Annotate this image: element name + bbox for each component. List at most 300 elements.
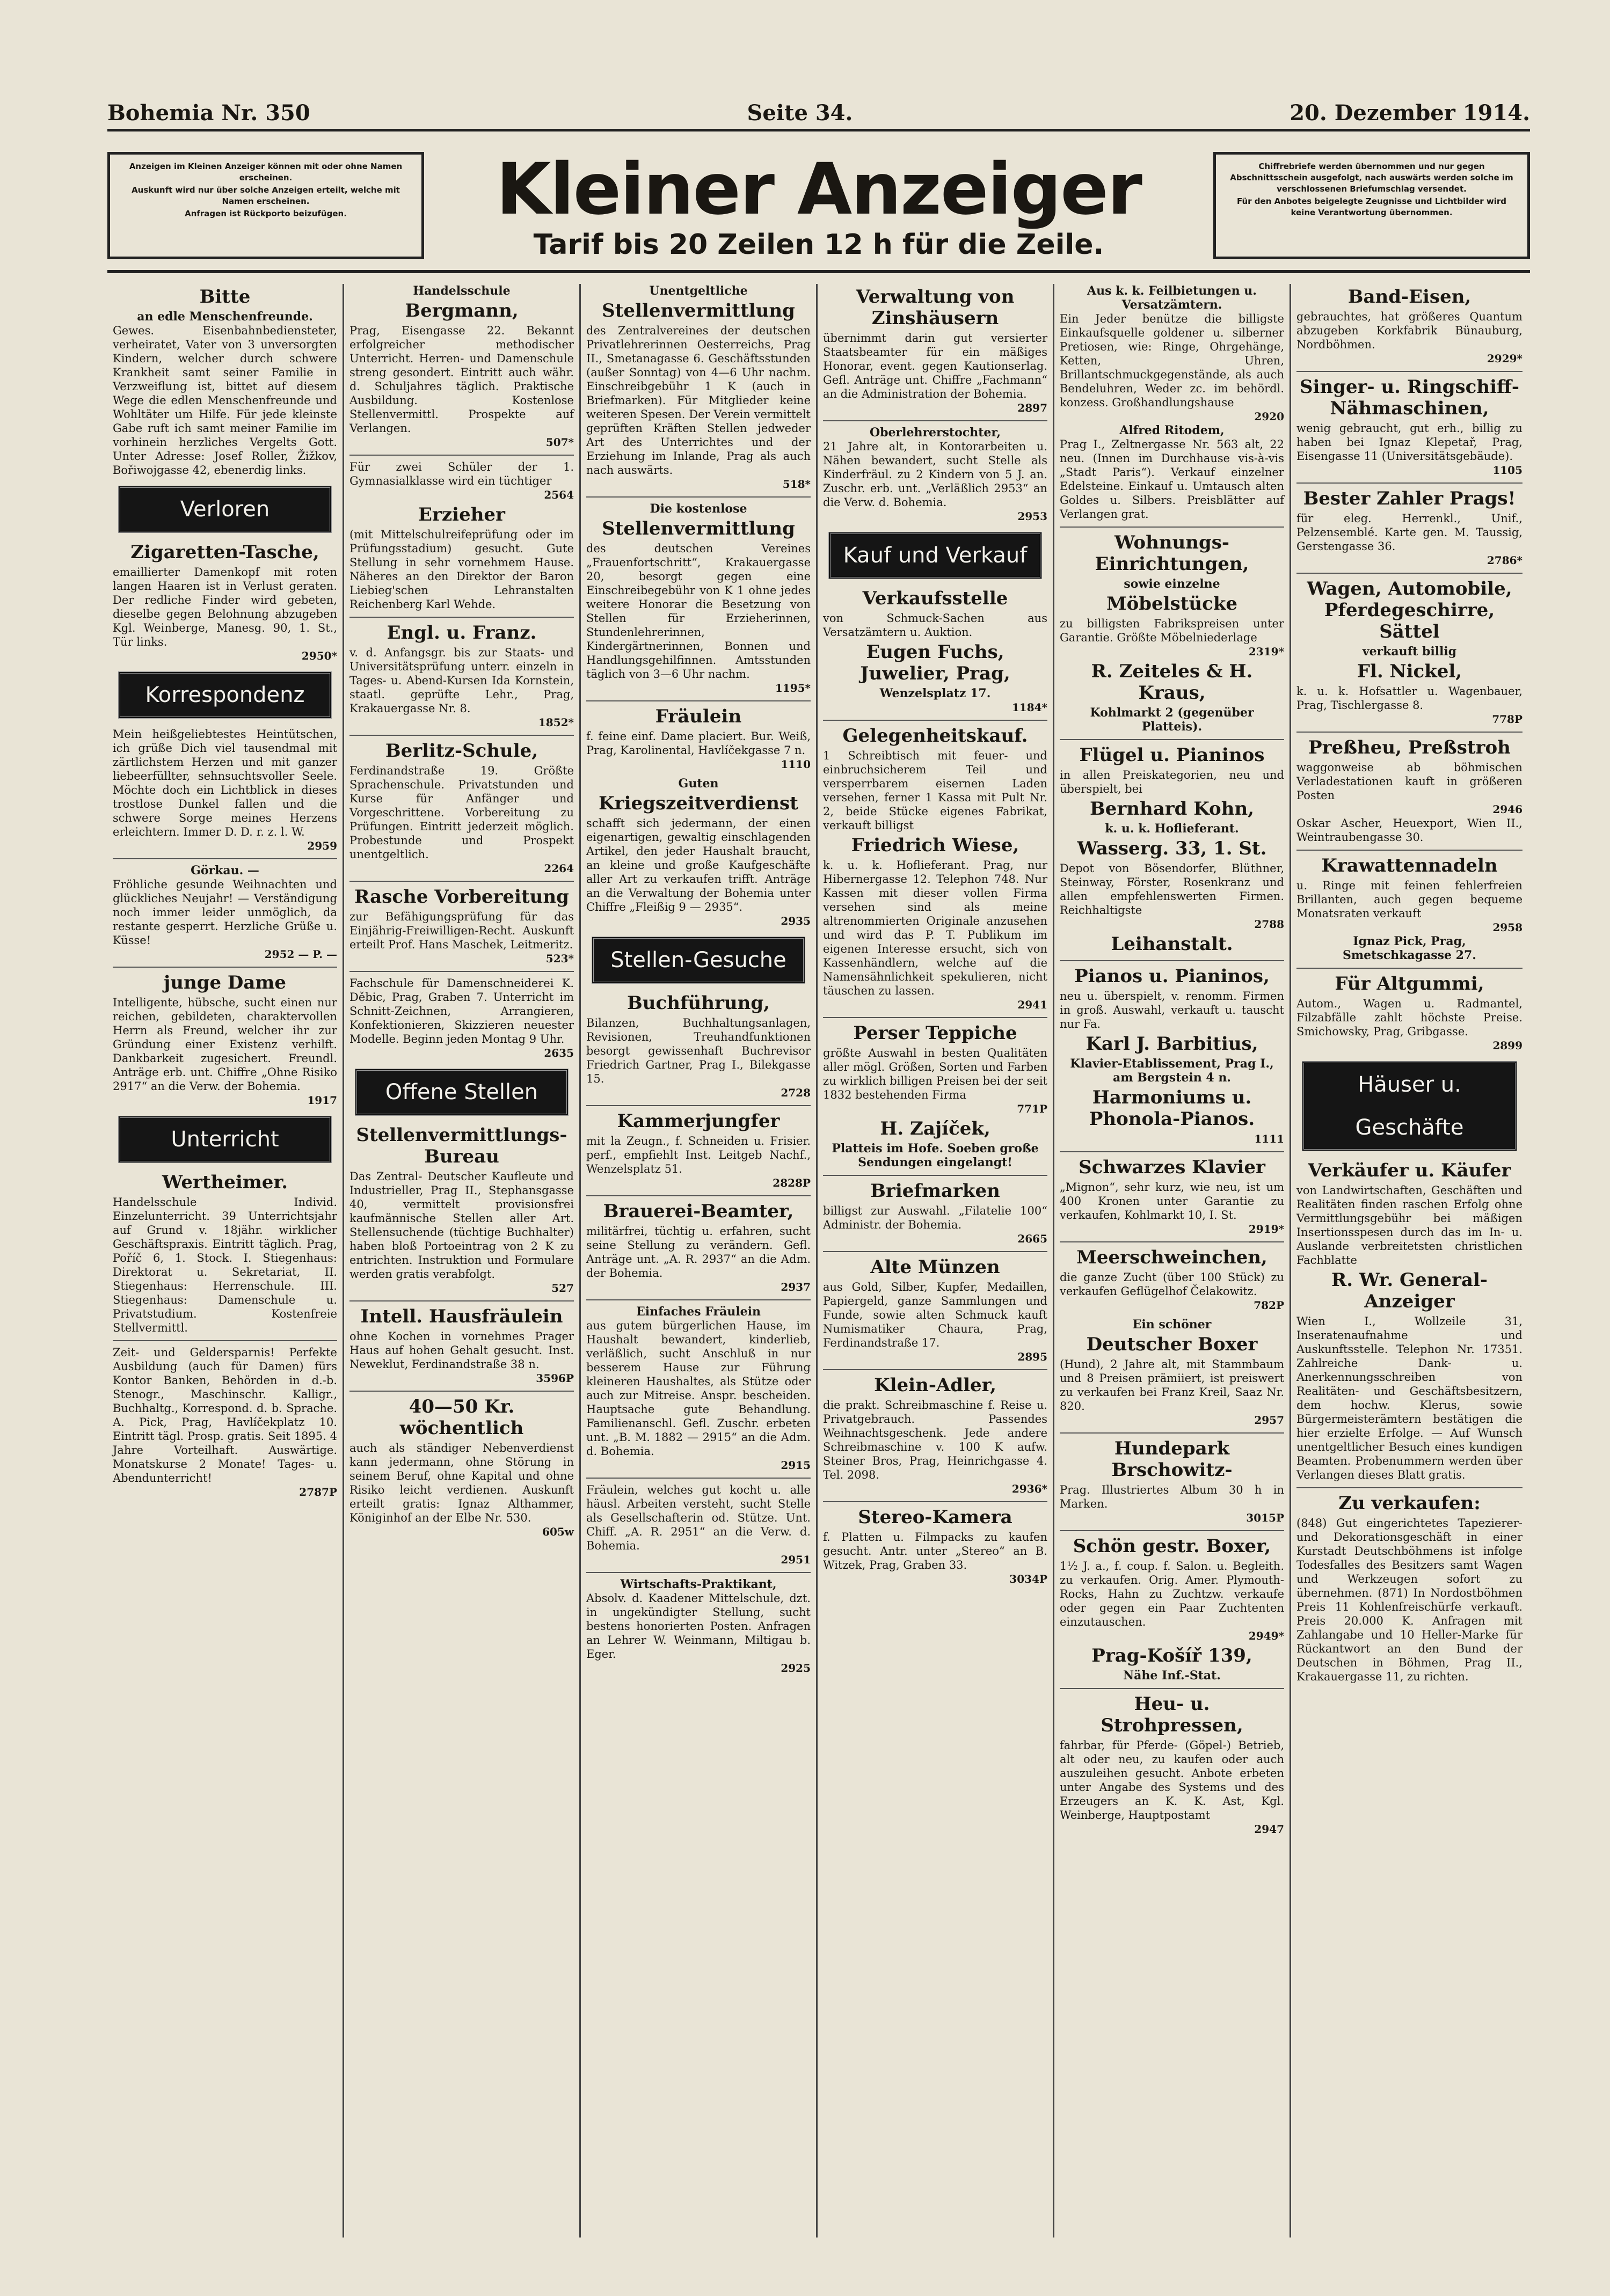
ad-text: Absolv. d. Kaadener Mittelschule, dzt. in ungekündigter Stellung, sucht bestens honorierten Posten. Anfragen an Lehrer W. Weinmann, Miltigau b. Eger. [586, 1592, 811, 1661]
ad-headline: Stereo-Kamera [858, 1507, 1012, 1528]
ad-headline: Kriegszeitverdienst [599, 793, 798, 814]
ad-buchfuehrung [586, 992, 811, 1100]
ad-headline: Erzieher [418, 504, 505, 525]
ad-zu-verkaufen [1296, 1493, 1522, 1684]
ad-headline: Briefmarken [870, 1180, 1000, 1202]
ad-text: Ferdinandstraße 19. Größte Sprachenschule. Privatstunden und Kurse für Anfänger und Vorgeschrittene. Vorbereitung zu Prüfungen. Eintritt jederzeit möglich. Probestunde und Prospekt unentgeltlich. [349, 764, 574, 861]
divider [823, 1175, 1047, 1176]
ad-krawattennadeln [1296, 855, 1522, 962]
ad-code: 1917 [307, 1094, 337, 1107]
ad-headline: Perser Teppiche [853, 1022, 1017, 1044]
ad-subline: Wenzelsplatz 17. [879, 686, 991, 700]
ad-headline: Gelegenheitskauf. [842, 725, 1028, 747]
ad-stellenvermittlungs-bureau [349, 1124, 574, 1295]
ad-code: 2953 [1017, 510, 1047, 523]
ad-headline: Klein-Adler, [874, 1374, 996, 1396]
ad-band-eisen [1296, 286, 1522, 365]
ad-code: 1111 [1254, 1132, 1284, 1145]
category-korrespondenz: Korrespondenz [118, 671, 332, 719]
ad-code: 2949* [1248, 1629, 1284, 1642]
divider [1060, 1432, 1284, 1434]
divider [586, 496, 811, 498]
ad-code: 2952 — P. — [264, 948, 337, 961]
ad-code: 2925 [781, 1662, 811, 1675]
ad-headline: Zu verkaufen: [1338, 1493, 1481, 1514]
ad-subline: Aus k. k. Feilbietungen u. Versatzämtern. [1087, 284, 1257, 312]
ad-code: 2947 [1254, 1823, 1284, 1836]
ad-text: v. d. Anfangsgr. bis zur Staats- und Universitätsprüfung unterr. einzeln in Tages- u. Abend-Kursen Ida Kornstein, staatl. geprüfte Lehr., Prag, Krakauergasse Nr. 8. [349, 646, 574, 715]
ad-code: 2899 [1492, 1039, 1522, 1052]
ad-text: waggonweise ab böhmischen Verladestationen kauft in größeren Posten [1296, 761, 1522, 802]
ad-text: Das Zentral- Deutscher Kaufleute und Industrieller, Prag II., Stephansgasse 40, vermittelt provisionsfrei kaufmännische Stellen aller Art. Stellensuchende (tüchtige Buchhalter) haben bloß Portoeintrag von 2 K zu entrichten. Instruktion und Formulare werden gratis verabfolgt. [349, 1170, 574, 1281]
tariff-line: Tarif bis 20 Zeilen 12 h für die Zeile. [533, 228, 1104, 261]
ad-subline: Handelsschule [413, 284, 511, 298]
notice-line: Auskunft wird nur über solche Anzeigen erteilt, welche mit Namen erscheinen. [132, 185, 400, 206]
ad-text: f. feine einf. Dame placiert. Bur. Weiß, Prag, Karolinental, Havlíčekgasse 7 n. [586, 730, 811, 757]
ad-bitte [113, 286, 337, 477]
ad-code: 2941 [1017, 998, 1047, 1011]
ad-text: Oskar Ascher, Heuexport, Wien II., Weintraubengasse 30. [1296, 817, 1522, 844]
ad-stereo-kamera [823, 1507, 1047, 1586]
ad-headline: Möbelstücke [1106, 593, 1238, 615]
ad-text: von Landwirtschaften, Geschäften und Realitäten finden raschen Erfolg ohne Vermittlungsgebühr bei mäßigen Insertionsspesen durch das im In- u. Auslande verbreitetsten christlichen Fachblatte [1296, 1184, 1522, 1267]
ad-code: 2895 [1017, 1350, 1047, 1363]
ad-oberlehrerstochter [823, 426, 1047, 523]
ad-headline: Alte Münzen [870, 1256, 1000, 1278]
ad-text: Autom., Wagen u. Radmantel, Filzabfälle zahlt höchste Preise. Smichowsky, Prag, Gribgasse. [1296, 997, 1522, 1038]
category-stellen-gesuche: Stellen-Gesuche [592, 937, 805, 984]
ad-code: 2919* [1248, 1223, 1284, 1235]
ad-code: 1852* [538, 716, 574, 729]
ad-text: die ganze Zucht (über 100 Stück) zu verkaufen Geflügelhof Čelakowitz. [1060, 1271, 1284, 1298]
ad-text: Fräulein, welches gut kocht u. alle häusl. Arbeiten versteht, sucht Stelle als Gesellschafterin od. Stütze. Unt. Chiff. „A. R. 2951“ an die Verw. d. Bohemia. [586, 1483, 811, 1552]
divider [349, 881, 574, 882]
ad-headline: Bergmann, [405, 300, 519, 321]
ad-headline: Für Altgummi, [1335, 973, 1484, 995]
ad-subline: Kohlmarkt 2 (gegenüber Platteis). [1090, 706, 1254, 734]
ad-text: Ein Jeder benütze die billigste Einkaufsquelle goldener u. silberner Pretiosen, wie: Ringe, Ohrgehänge, Ketten, Uhren, Brillantschmuckgegenstände, als auch Bendeluhren, Weder zc. im behördl. konzess. Großhandlungshause [1060, 312, 1284, 409]
ad-verkaeufer-kaeufer [1296, 1160, 1522, 1482]
ad-engl-franz [349, 622, 574, 729]
ad-text: u. Ringe mit feinen fehlerfreien Brillanten, auch gegen bequeme Monatsraten verkauft [1296, 879, 1522, 920]
ad-headline: junge Dame [163, 972, 287, 993]
ad-headline: Berlitz-Schule, [385, 740, 538, 762]
ad-text: ohne Kochen in vornehmes Prager Haus auf hohen Gehalt gesucht. Inst. Neweklut, Ferdinandstraße 38 n. [349, 1330, 574, 1371]
category-verloren: Verloren [118, 486, 332, 533]
ad-text: aus gutem bürgerlichen Hause, im Haushalt bewandert, kinderlieb, verläßlich, sucht Anschluß in nur besserem Hause zur Führung kleineren Haushaltes, als Stütze oder auch zur Mitreise. Anspr. bescheiden. Hauptsache gute Behandlung. Familienanschl. Gefl. Zuschr. erbeten unt. „B. M. 1882 — 2915“ an die Adm. d. Bohemia. [586, 1319, 811, 1458]
divider [1296, 850, 1522, 851]
ad-verwaltung-zinshaeuser [823, 286, 1047, 415]
ad-briefmarken [823, 1180, 1047, 1246]
ad-headline: Zigaretten-Tasche, [130, 542, 319, 563]
ad-wertheimer [113, 1172, 337, 1335]
ad-text: 1 Schreibtisch mit feuer- und einbruchsicherem Teil und versperrbarem eisernen Laden versehen, ferner 1 Kassa mit Pult Nr. 2, beide Stücke eigenes Fabrikat, verkauft billigst [823, 749, 1047, 832]
ad-columns [107, 284, 1530, 2237]
divider [1060, 1241, 1284, 1242]
ad-heintuetschen [113, 727, 337, 853]
ad-fraeulein-kocht [586, 1483, 811, 1567]
ad-text: Fachschule für Damenschneiderei K. Děbic, Prag, Graben 7. Unterricht im Schnitt-Zeichnen, Arrangieren, Konfektionieren, Skizzieren neuester Modelle. Beginn jeden Montag 9 Uhr. [349, 977, 574, 1045]
ad-headline: Eugen Fuchs, Juwelier, Prag, [860, 641, 1010, 684]
ad-zeit-geldersparnis [113, 1346, 337, 1499]
ad-headline: Stellenvermittlung [602, 518, 795, 539]
ad-headline: Flügel u. Pianinos [1079, 744, 1265, 766]
ad-alte-muenzen [823, 1256, 1047, 1364]
ad-hausfraeulein [349, 1306, 574, 1385]
ad-headline: Friedrich Wiese, [851, 835, 1019, 856]
divider [586, 1572, 811, 1573]
ad-code: 523* [545, 952, 574, 965]
ad-code: 3015P [1246, 1511, 1284, 1524]
ad-text: zur Befähigungsprüfung für das Einjährig-Freiwilligen-Recht. Auskunft erteilt Prof. Hans Maschek, Leitmeritz. [349, 910, 574, 951]
ad-headline: Wasserg. 33, 1. St. [1077, 838, 1267, 859]
ad-headline: Kammerjungfer [617, 1110, 780, 1132]
ad-text: Bilanzen, Buchhaltungsanlagen, Revisionen, Treuhandfunktionen besorgt gewissenhaft Buchrevisor Friedrich Gartner, Prag I., Bilekgasse 15. [586, 1017, 811, 1085]
divider [1296, 1487, 1522, 1488]
ad-headline: Schwarzes Klavier [1079, 1157, 1265, 1178]
ad-naehmaschinen [1296, 376, 1522, 477]
ad-wagen-automobile [1296, 578, 1522, 726]
ad-wohnungs-einrichtungen [1060, 532, 1284, 734]
left-notice-box [107, 152, 424, 259]
ad-text: in allen Preiskategorien, neu und überspielt, bei [1060, 769, 1284, 795]
ad-kriegszeitverdienst [586, 777, 811, 928]
divider [1296, 482, 1522, 484]
divider [823, 420, 1047, 421]
ad-headline: Bester Zahler Prags! [1303, 488, 1516, 509]
ad-headline: Prag-Košíř 139, [1091, 1645, 1252, 1666]
ad-headline: Deutscher Boxer [1086, 1334, 1258, 1355]
ad-code: 527 [551, 1282, 574, 1295]
divider [586, 700, 811, 701]
ad-text: (Hund), 2 Jahre alt, mit Stammbaum und 8 Preisen prämiiert, ist preiswert zu verkaufen bei Franz Kreil, Saaz Nr. 820. [1060, 1358, 1284, 1413]
ad-text: Wien I., Wollzeile 31, Inseratenaufnahme und Auskunftsstelle. Telephon Nr. 17351. Zahlreiche Dank- u. Anerkennungsschreiben von Realitäten- und Geschäftsbesitzern, dem hochw. Klerus, sowie Bürgermeisterämtern bestätigen die hier erzielte Erfolge. — Auf Wunsch unentgeltlicher Besuch eines kundigen Beamten. Probenummern werden über Verlangen dieses Blatt gratis. [1296, 1315, 1522, 1481]
ad-headline: Stellenvermittlungs-Bureau [356, 1124, 567, 1167]
ad-altgummi [1296, 973, 1522, 1052]
ad-junge-dame [113, 972, 337, 1107]
ad-code: 518* [782, 478, 811, 491]
ad-subline: Wirtschafts-Praktikant, [620, 1577, 777, 1591]
ad-boxer-plymouth [1060, 1535, 1284, 1683]
ad-pressheu [1296, 737, 1522, 844]
ad-text: Mein heißgeliebtestes Heintütschen, ich grüße Dich viel tausendmal mit zärtlichstem Herzen und mit ganzer liebeerfüllter, sehnsuchtsvoller Seele. Möchte doch ein Lichtblick in dieses trostlose Dunkel fallen und die schwere Sorge meines Herzens erleichtern. Immer D. D. r. z. l. W. [113, 728, 337, 838]
ad-code: 2897 [1017, 401, 1047, 414]
ad-berlitz [349, 740, 574, 875]
column-1 [107, 284, 344, 2237]
column-5 [1054, 284, 1291, 2237]
ad-wirtschafts-praktikant [586, 1577, 811, 1675]
ad-stellenvermittlung-lehrerinnen [586, 284, 811, 491]
divider [113, 858, 337, 859]
ad-code: 3596P [536, 1372, 574, 1385]
ad-headline: Schön gestr. Boxer, [1073, 1535, 1271, 1557]
ad-subline: Ein schöner [1132, 1318, 1212, 1332]
ad-headline: H. Zajíček, [880, 1118, 990, 1139]
ad-code: 2787P [299, 1486, 337, 1498]
divider [1296, 573, 1522, 574]
column-3 [581, 284, 818, 2237]
ad-text: gebrauchtes, hat größeres Quantum abzugeben Korkfabrik Bünauburg, Nordböhmen. [1296, 310, 1522, 351]
ad-code: 2950* [301, 649, 337, 662]
ad-subline: sowie einzelne [1124, 577, 1220, 591]
divider [1060, 1530, 1284, 1531]
ad-text: 1½ J. a., f. coup. f. Salon. u. Begleith. zu verkaufen. Orig. Amer. Plymouth-Rocks, Hahn zu Zuchtzw. verkaufe oder gegen ein Paar Zuchtenten einzutauschen. [1060, 1560, 1284, 1628]
right-notice-box [1213, 152, 1530, 259]
ad-text: Zeit- und Geldersparnis! Perfekte Ausbildung (auch für Damen) fürs Kontor Banken, Behörden in d.-b. Stenogr., Maschinschr. Kalligr., Buchhaltg., Korrespond. d. b. Sprache. A. Pick, Prag, Havlíčekplatz 10. Eintritt tägl. Prosp. gratis. Seit 1895. 4 Jahre Vorteilhaft. Auswärtige. Monatskurse 2 Monate! Tages- u. Abendunterricht! [113, 1346, 337, 1485]
ad-text: Fröhliche gesunde Weihnachten und glückliches Neujahr! — Verständigung noch immer leider unmöglich, da restante gesperrt. Herzliche Grüße u. Küsse! [113, 878, 337, 947]
ad-headline: Band-Eisen, [1347, 286, 1471, 308]
ad-subline: Alfred Ritodem, [1119, 423, 1225, 437]
ad-fachschule [349, 976, 574, 1060]
ad-headline: Leihanstalt. [1111, 933, 1233, 955]
ad-headline: Verwaltung von Zinshäusern [856, 286, 1015, 329]
ad-zigaretten-tasche [113, 542, 337, 663]
ad-headline: Pianos u. Pianinos, [1074, 966, 1270, 987]
ad-code: 3034P [1009, 1573, 1047, 1585]
title-area [424, 148, 1213, 261]
ad-code: 507* [545, 436, 574, 449]
ad-headline: Brauerei-Beamter, [603, 1201, 794, 1222]
ad-headline: Bitte [199, 286, 251, 308]
ad-code: 1184* [1011, 701, 1047, 714]
ad-text: Prag, Eisengasse 22. Bekannt erfolgreicher methodischer Unterricht. Herren- und Damenschule streng gesondert. Eintritt auch währ. d. Schuljahres täglich. Praktische Ausbildung. Kostenlose Stellenvermittl. Prospekte auf Verlangen. [349, 324, 574, 435]
ad-subline: Platteis im Hofe. Soeben große Sendungen eingelangt! [832, 1142, 1039, 1169]
ad-frauenfortschritt [586, 502, 811, 695]
ad-code: 778P [1492, 713, 1522, 726]
divider [349, 617, 574, 618]
ad-code: 2936* [1011, 1482, 1047, 1495]
ad-code: 2728 [781, 1086, 811, 1099]
ad-subline: an edle Menschenfreunde. [137, 310, 313, 324]
ad-text: „Mignon“, sehr kurz, wie neu, ist um 400 Kronen unter Garantie zu verkaufen, Kohlmarkt 10, I. St. [1060, 1181, 1284, 1222]
ad-code: 782P [1254, 1299, 1284, 1312]
ad-headline: Fräulein [655, 706, 742, 727]
ad-code: 2951 [781, 1553, 811, 1566]
ad-text: f. Platten u. Filmpacks zu kaufen gesucht. Antr. unter „Stereo“ an B. Witzek, Prag, Graben 33. [823, 1531, 1047, 1571]
ad-code: 2957 [1254, 1414, 1284, 1427]
ad-pianos-barbitius [1060, 966, 1284, 1146]
category-kauf-verkauf: Kauf und Verkauf [828, 532, 1042, 579]
ad-code: 2788 [1254, 918, 1284, 931]
ad-headline: 40—50 Kr. wöchentlich [399, 1396, 524, 1439]
ad-heu-strohpressen [1060, 1693, 1284, 1836]
category-unterricht: Unterricht [118, 1116, 332, 1163]
ad-headline: R. Zeiteles & H. Kraus, [1091, 661, 1253, 704]
ad-text: Gewes. Eisenbahnbediensteter, verheiratet, Vater von 3 unversorgten Kindern, welcher durch schwere Krankheit samt seiner Familie in Verzweiflung ist, bittet auf diesem Wege die edlen Menschenfreunde und Wohltäter um Hilfe. Für jede kleinste Gabe ruft ich samt meiner Familie im vorhinein herzliches Vergelts Gott. Unter Adresse: Josef Roller, Žižkov, Bořiwojgasse 42, ebenerdig links. [113, 324, 337, 477]
ad-code: 2929* [1487, 352, 1522, 365]
divider [1060, 1151, 1284, 1152]
ad-text: Prag. Illustriertes Album 30 h in Marken. [1060, 1483, 1284, 1510]
divider [586, 1105, 811, 1106]
ad-text: übernimmt darin gut versierter Staatsbeamter für ein mäßiges Honorar, event. gegen Kautionserlag. Gefl. Anträge unt. Chiffre „Fachmann“ an die Administration der Bohemia. [823, 332, 1047, 400]
ad-text: aus Gold, Silber, Kupfer, Medaillen, Papiergeld, ganze Sammlungen und Funde, sowie alten Schmuck kauft Numismatiker Chaura, Prag, Ferdinandstraße 17. [823, 1281, 1047, 1349]
ad-text: die prakt. Schreibmaschine f. Reise u. Privatgebrauch. Passendes Weihnachtsgeschenk. Jede andere Schreibmaschine v. 100 K aufw. Steiner Bros, Prag, Heinrichgasse 4. Tel. 2098. [823, 1399, 1047, 1481]
ad-headline: Wagen, Automobile, Pferdegeschirre, Sättel [1307, 578, 1512, 642]
ad-headline: Hundepark Brschowitz- [1111, 1438, 1233, 1481]
ad-rasche-vorbereitung [349, 886, 574, 966]
ad-code: 2828P [773, 1176, 811, 1189]
ad-text: fahrbar, für Pferde- (Göpel-) Betrieb, alt oder neu, zu kaufen oder auch auszuleihen gesucht. Anbote erbeten unter Angabe des Systems und des Erzeugers an K. K. Ast, Kgl. Weinberge, Hauptpostamt [1060, 1739, 1284, 1822]
category-offene-stellen: Offene Stellen [355, 1069, 569, 1116]
ad-code: 1105 [1492, 464, 1522, 477]
divider [1296, 968, 1522, 969]
ad-text: 21 Jahre alt, in Kontorarbeiten u. Nähen bewandert, sucht Stelle als Kinderfräul. zu 2 Kindern von 5 J. an. Zuschr. erb. unt. „Verläßlich 2953“ an die Verw. d. Bohemia. [823, 440, 1047, 509]
ad-code: 2665 [1017, 1232, 1047, 1245]
ad-subline: Die kostenlose [650, 502, 747, 516]
ad-headline: Engl. u. Franz. [387, 622, 537, 644]
ad-code: 2786* [1487, 554, 1522, 567]
notice-line: Anfragen ist Rückporto beizufügen. [185, 209, 347, 218]
ad-code: 771P [1017, 1102, 1047, 1115]
issue-date: 20. Dezember 1914. [1290, 100, 1530, 126]
ad-text: Intelligente, hübsche, sucht einen nur reichen, gebildeten, charaktervollen Herrn als Freund, welcher ihr zur Gründung einer Existenz verhilft. Dankbarkeit zugesichert. Freundl. Anträge erb. unt. Chiffre „Ohne Risiko 2917“ an die Verw. der Bohemia. [113, 996, 337, 1093]
divider [349, 1300, 574, 1301]
ad-headline: Buchführung, [627, 992, 770, 1014]
notice-line: Chiffrebriefe werden übernommen und nur gegen Abschnittsschein ausgefolgt, nach auswärts werden solche im verschlossenen Briefumschlag versendet. [1230, 162, 1513, 194]
ad-headline: Bernhard Kohn, [1089, 798, 1255, 820]
ad-hundepark [1060, 1438, 1284, 1525]
ad-subline: Oberlehrerstochter, [869, 426, 1001, 440]
ad-fraeulein [586, 706, 811, 771]
ad-einfaches-fraeulein [586, 1305, 811, 1472]
ad-code: 2946 [1492, 803, 1522, 816]
ad-bergmann [349, 284, 574, 449]
ad-text: auch als ständiger Nebenverdienst kann jedermann, ohne Störung in seinem Beruf, ohne Kapital und ohne Risiko leicht verdienen. Auskunft erteilt gratis: Ignaz Althammer, Königinhof an der Elbe Nr. 530. [349, 1442, 574, 1524]
ad-code: 2564 [544, 488, 574, 501]
notice-line: Für den Anbotes beigelegte Zeugnisse und Lichtbilder wird keine Verantwortung übernommen. [1237, 196, 1506, 217]
ad-headline: Singer- u. Ringschiff-Nähmaschinen, [1299, 376, 1519, 419]
notice-line: Anzeigen im Kleinen Anzeiger können mit oder ohne Namen erscheinen. [129, 162, 403, 182]
page-header [107, 97, 1530, 131]
ad-text: emaillierter Damenkopf mit roten langen Haaren ist in Verlust geraten. Der redliche Finder wird gebeten, dieselbe gegen Belohnung abzugeben Kgl. Weinberge, Manesg. 90, 1. St., Tür links. [113, 566, 337, 648]
ad-text: k. u. k. Hoflieferant. Prag, nur Hibernergasse 12. Telephon 748. Nur Kassen mit dieser vollen Firma versehen sind als meine altrenommierten Originale anzusehen und wird das P. T. Publikum im eigenen Interesse ersucht, sich von Kassenhändlern, welche auf die Namensähnlichkeit spekulieren, nicht täuschen zu lassen. [823, 859, 1047, 997]
ad-brauerei-beamter [586, 1201, 811, 1294]
ad-text: mit la Zeugn., f. Schneiden u. Frisier. perf., empfiehlt Inst. Leitgeb Nachf., Wenzelsplatz 51. [586, 1135, 811, 1175]
column-2 [344, 284, 581, 2237]
ad-verkaufsstelle [823, 588, 1047, 714]
ad-headline: Krawattennadeln [1321, 855, 1498, 876]
divider [823, 1369, 1047, 1370]
ad-klein-adler [823, 1374, 1047, 1496]
divider [1060, 739, 1284, 740]
ad-text: schafft sich jedermann, der einen eigenartigen, gewaltig einschlagenden Artikel, den jeder Haushalt braucht, an kleine und große Kaufgeschäfte aller Art zu verkaufen trifft. Anträge an die Verwaltung der Bohemia unter Chiffre „Fleißig 9 — 2935“. [586, 817, 811, 913]
ad-code: 2635 [544, 1047, 574, 1059]
divider [349, 735, 574, 736]
newspaper-page [107, 97, 1530, 2265]
ad-subline: Nähe Inf.-Stat. [1123, 1669, 1221, 1683]
ad-headline: Heu- u. Strohpressen, [1101, 1693, 1243, 1736]
divider [823, 1251, 1047, 1252]
ad-headline: Wohnungs-Einrichtungen, [1095, 532, 1249, 575]
ad-headline: Wertheimer. [162, 1172, 288, 1193]
ad-subline: k. u. k. Hoflieferant. [1105, 822, 1239, 836]
ad-headline: Fl. Nickel, [1357, 661, 1462, 682]
ad-schwarzes-klavier [1060, 1157, 1284, 1236]
ad-bester-zahler [1296, 488, 1522, 567]
divider [823, 1017, 1047, 1018]
column-4 [818, 284, 1054, 2237]
ad-text: (848) Gut eingerichtetes Tapezierer- und Dekorationsgeschäft in einer Kurstadt Deutschböhmens ist infolge Todesfalles des Besitzers samt Wagen und Werkzeugen sofort zu übernehmen. (871) In Nordostböhmen Preis 11 Kohlenfreischürfe verkauft. Preis 20.000 K. Anfragen mit Zahlangabe und 10 Heller-Marke für Rückantwort an den Bund der Deutschen in Böhmen, Prag II., Krakauergasse 11, zu richten. [1296, 1517, 1522, 1683]
masthead [107, 141, 1530, 273]
ad-text: größte Auswahl in besten Qualitäten aller mögl. Größen, Sorten und Farben zu wirklich billigen Preisen bei der seit 1832 bestehenden Firma [823, 1047, 1047, 1101]
category-haeuser-geschaefte: Häuser u. Geschäfte [1302, 1061, 1517, 1151]
ad-code: 2959 [307, 839, 337, 852]
divider [349, 971, 574, 972]
ad-headline: Intell. Hausfräulein [360, 1306, 563, 1327]
ad-subline: Klavier-Etablissement, Prag I., am Bergstein 4 n. [1070, 1057, 1274, 1085]
ad-perser-teppiche [823, 1022, 1047, 1169]
ad-headline: Verkaufsstelle [862, 588, 1008, 609]
divider [1060, 527, 1284, 528]
divider [586, 1478, 811, 1479]
ad-subline: Ignaz Pick, Prag, Smetschkagasse 27. [1343, 934, 1476, 962]
ad-code: 2935 [781, 915, 811, 927]
ad-headline: Harmoniums u. Phonola-Pianos. [1089, 1087, 1255, 1130]
ad-subline: Unentgeltliche [649, 284, 748, 298]
ad-erzieher [349, 460, 574, 611]
ad-code: 1110 [781, 758, 811, 771]
ad-text: des deutschen Vereines „Frauenfortschritt“, Krakauergasse 20, besorgt gegen eine Einschreibegebühr von K 1 ohne jedes weitere Honorar die Besetzung von Stellen für Erzieherinnen, Stundenlehrerinnen, Kindergärtnerinnen, Bonnen und Handlungsgehilfinnen. Amtsstunden täglich von 3—6 Uhr nachm. [586, 542, 811, 681]
ad-headline: Stellenvermittlung [602, 300, 795, 321]
ad-text: Prag I., Zeltnergasse Nr. 563 alt, 22 neu. (Innen im Durchhause vis-à-vis „Stadt Paris“). Verkauf einzelner Edelsteine. Einkauf u. Umtausch alten Goldes u. Silbers. Preisblätter auf Verlangen grat. [1060, 438, 1284, 521]
ad-text: Für zwei Schüler der 1. Gymnasialklasse wird ein tüchtiger [349, 460, 574, 487]
ad-feilbietungen [1060, 284, 1284, 521]
ad-gelegenheitskauf [823, 725, 1047, 1012]
ad-kammerjungfer [586, 1110, 811, 1190]
ad-text: militärfrei, tüchtig u. erfahren, sucht seine Stellung zu verändern. Gefl. Anträge unt. „A. R. 2937“ an die Adm. der Bohemia. [586, 1225, 811, 1279]
ad-text: des Zentralvereines der deutschen Privatlehrerinnen Oesterreichs, Prag II., Smetanagasse 6. Geschäftsstunden (außer Sonntag) von 4—6 Uhr nachm. Einschreibgebühr 1 K (auch in Briefmarken). Für Mitglieder keine weiteren Spesen. Der Verein vermittelt geprüften Kräften Stellen jedweder Art des Unterrichtes und der Erziehung im Inlande, Prag als auch nach auswärts. [586, 324, 811, 477]
divider [113, 1340, 337, 1341]
ad-text: von Schmuck-Sachen aus Versatzämtern u. Auktion. [823, 612, 1047, 639]
column-6 [1291, 284, 1528, 2237]
ad-text: k. u. k. Hofsattler u. Wagenbauer, Prag, Tischlergasse 8. [1296, 685, 1522, 712]
ad-text: für eleg. Herrenkl., Unif., Pelzensemblé. Karte gen. M. Taussig, Gerstengasse 36. [1296, 512, 1522, 553]
ad-code: 605w [542, 1525, 574, 1538]
divider [349, 455, 574, 456]
ad-headline: Rasche Vorbereitung [354, 886, 569, 908]
ad-subline: Görkau. — [191, 864, 259, 878]
divider [1296, 732, 1522, 733]
ad-headline: Preßheu, Preßstroh [1308, 737, 1511, 758]
ad-code: 1195* [775, 682, 811, 694]
ad-text: wenig gebraucht, gut erh., billig zu haben bei Ignaz Klepetař, Prag, Eisengasse 11 (Universitätsgebäude). [1296, 422, 1522, 463]
ad-headline: Verkäufer u. Käufer [1308, 1160, 1511, 1181]
ad-deutscher-boxer [1060, 1318, 1284, 1427]
ad-headline: R. Wr. General-Anzeiger [1331, 1269, 1488, 1312]
ad-fluegel-pianinos [1060, 744, 1284, 955]
divider [586, 1195, 811, 1196]
ad-subline: verkauft billig [1362, 645, 1457, 659]
ad-text: Handelsschule Individ. Einzelunterricht. 39 Unterrichtsjahr auf Grund v. 18jähr. wirklicher Geschäftspraxis. Eintritt täglich. Prag, Poříč 6, 1. Stock. I. Stiegenhaus: Direktorat u. Sekretariat, II. Stiegenhaus: Herrenschule. III. Stiegenhaus: Damenschule u. Privatstudium. Kostenfreie Stellvermittl. [113, 1196, 337, 1334]
ad-text: Depot von Bösendorfer, Blüthner, Steinway, Förster, Rosenkranz und allen empfehlenswerten Firmen. Reichhaltigste [1060, 862, 1284, 917]
divider [349, 1391, 574, 1392]
ad-text: zu billigsten Fabrikspreisen unter Garantie. Größte Möbelniederlage [1060, 617, 1284, 644]
ad-code: 2937 [781, 1281, 811, 1293]
divider [1060, 1688, 1284, 1689]
ad-text: billigst zur Auswahl. „Filatelie 100“ Administr. der Bohemia. [823, 1204, 1047, 1231]
ad-code: 2915 [781, 1459, 811, 1472]
issue-number: Bohemia Nr. 350 [107, 100, 310, 126]
section-title: Kleiner Anzeiger [496, 148, 1141, 231]
divider [586, 1299, 811, 1300]
ad-subline: Einfaches Fräulein [636, 1305, 761, 1319]
ad-code: 2920 [1254, 410, 1284, 423]
ad-meerschweinchen [1060, 1247, 1284, 1312]
ad-goerkau [113, 864, 337, 961]
ad-text: (mit Mittelschulreifeprüfung oder im Prüfungsstadium) gesucht. Gute Stellung in sehr vornehmem Hause. Näheres an den Direktor der Baron Liebieg'schen Lehranstalten Reichenberg Karl Wehde. [349, 528, 574, 611]
ad-code: 2958 [1492, 921, 1522, 934]
ad-code: 2319* [1248, 645, 1284, 658]
